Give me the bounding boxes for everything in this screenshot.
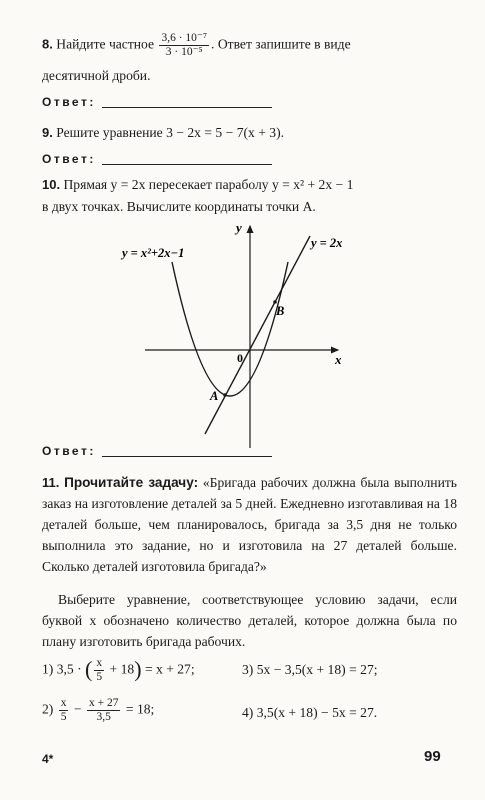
right-paren: ) [134,656,142,682]
origin-label: 0 [237,351,243,365]
task-10-line-2: в двух точках. Вычислите координаты точки A. [42,199,316,214]
option-2-fraction-2-denominator: 3,5 [96,711,111,723]
option-2-fraction-1-denominator: 5 [60,711,67,723]
option-4[interactable]: 4) 3,5(x + 18) − 5x = 27. [242,705,378,720]
footer-signature: 4* [42,752,54,766]
task-11-number: 11. [42,475,60,490]
option-2-prefix: 2) [42,701,54,717]
task-11-question: Выберите уравнение, соответствующее условию задачи, если буквой x обозначено количество деталей, которое должна была по плану изготовить бригада рабочих. [42,592,457,649]
option-2-fraction-1-numerator: x [60,697,67,709]
option-1-fraction-denominator: 5 [96,671,103,683]
task-9-text: Решите уравнение 3 − 2x = 5 − 7(x + 3). [56,125,284,140]
option-3[interactable]: 3) 5x − 3,5(x + 18) = 27; [242,662,378,677]
option-2-rest: = 18; [125,701,155,717]
option-2-fraction-1 [59,697,69,724]
task-10-number: 10. [42,177,61,192]
task-10-answer [42,440,457,462]
option-1-fraction [94,657,104,684]
task-8-text-after: . Ответ запишите в виде [211,36,351,52]
line-y-2x [205,236,310,434]
task-8-text: Найдите частное [56,36,155,52]
task-8-line-2: десятичной дроби. [42,68,151,83]
task-10-text: Прямая y = 2x пересекает параболу y = x² + 2x − 1 [63,177,354,192]
point-a [223,393,227,397]
point-b-label: B [276,304,285,318]
left-paren: ( [85,656,93,682]
task-11 [42,472,457,577]
answer-label: Ответ: [42,95,96,109]
option-1-fraction-numerator: x [96,657,103,669]
option-1-rest: = x + 27; [144,661,195,677]
task-8-fraction-numerator: 3,6 · 10⁻⁷ [161,32,208,44]
option-2-fraction-2 [87,697,121,724]
answer-label: Ответ: [42,444,96,458]
task-8-fraction-denominator: 3 · 10⁻⁵ [165,46,203,58]
page-number: 99 [424,748,441,765]
parabola [172,262,288,396]
point-a-label: A [210,389,219,403]
parabola-label: y = x²+2x−1 [122,246,185,260]
option-1-prefix: 1) 3,5 · [42,661,82,677]
answer-label: Ответ: [42,152,96,166]
task-11-lead: Прочитайте задачу: [64,475,199,490]
line-label: y = 2x [311,236,343,250]
option-2[interactable] [42,697,154,724]
x-axis-label: x [335,352,342,367]
y-axis-label: y [236,220,242,235]
task-9-number: 9. [42,125,53,140]
task-8-number: 8. [42,36,53,52]
answer-line[interactable] [102,456,272,457]
option-2-minus: − [73,701,82,717]
option-1[interactable] [42,657,195,684]
option-1-middle: + 18 [109,661,135,677]
option-2-fraction-2-numerator: x + 27 [88,697,119,709]
task-11-problem: «Бригада рабочих должна была выполнить заказ на изготовление деталей за 5 дней. Ежедневно изготавливая на 18 деталей больше, чем планировалось, бригада за 3,5 дня не только выполнила это задание, но и изготовила на 27 деталей больше. Сколько деталей изготовила бригада?» [42,475,457,574]
